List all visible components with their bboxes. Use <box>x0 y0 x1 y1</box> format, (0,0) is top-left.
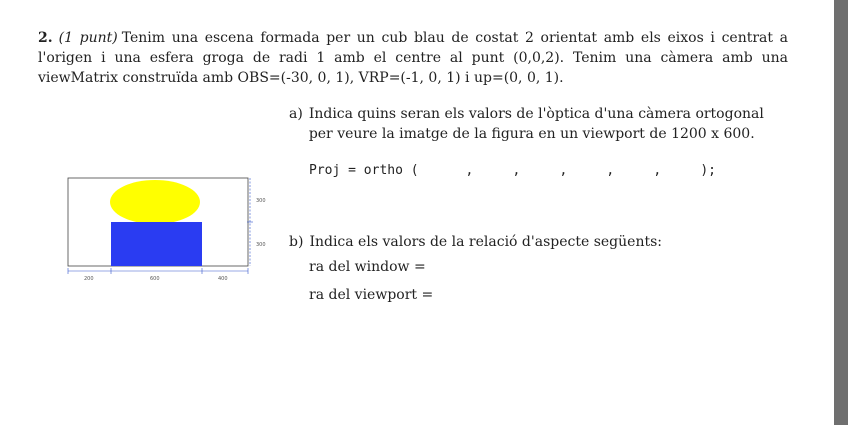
part-a-question <box>289 104 789 144</box>
dim-bottom-middle: 600 <box>150 276 160 282</box>
proj-ortho-code: Proj = ortho ( , , , , , ); <box>309 163 716 178</box>
part-b-question <box>289 232 789 252</box>
yellow-sphere <box>110 180 200 224</box>
ra-window-line: ra del window = <box>309 259 426 275</box>
vertical-scrollbar[interactable] <box>834 0 848 425</box>
scene-figure <box>60 176 270 292</box>
dim-bottom-left: 200 <box>84 276 94 282</box>
problem-statement <box>38 28 788 88</box>
problem-number: 2. <box>38 30 53 46</box>
blue-cube <box>111 222 202 266</box>
part-b-text: Indica els valors de la relació d'aspecte següents: <box>309 234 662 250</box>
ra-viewport-line: ra del viewport = <box>309 287 434 303</box>
part-a-label: a) <box>289 106 303 122</box>
problem-points: (1 punt) <box>58 30 118 46</box>
dim-right-bottom: 300 <box>256 242 266 248</box>
dim-right-top: 300 <box>256 198 266 204</box>
part-b-label: b) <box>289 234 304 250</box>
problem-text: Tenim una escena formada per un cub blau de costat 2 orientat amb els eixos i centrat a l'origen i una esfera groga de radi 1 amb el centre al punt (0,0,2). Tenim una càmera amb una viewMatrix construïda amb OBS=(-30, 0, 1), VRP=(-1, 0, 1) i up=(0, 0, 1). <box>38 30 788 86</box>
dim-bottom-right: 400 <box>218 276 228 282</box>
problem-paragraph <box>38 28 788 88</box>
part-a-text: Indica quins seran els valors de l'òptica d'una càmera ortogonal per veure la imatge de la figura en un viewport de 1200 x 600. <box>308 106 764 142</box>
